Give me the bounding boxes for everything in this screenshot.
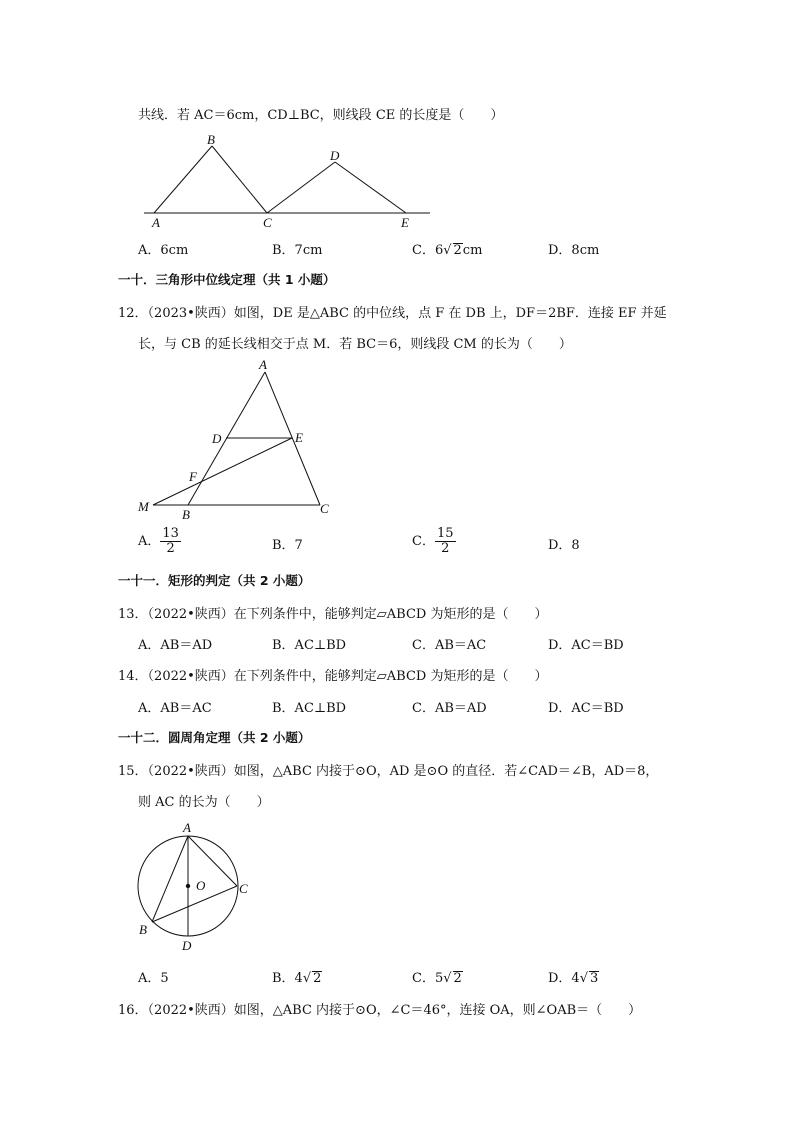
q15-option-d-radicand: 3 xyxy=(590,971,599,986)
q12-option-a-fraction xyxy=(160,527,181,556)
q14-option-b[interactable]: B．AC⊥BD xyxy=(272,701,347,716)
q15-figure xyxy=(130,818,260,958)
q11-option-c[interactable]: C．6√ 2cm xyxy=(412,243,483,258)
q11-option-d[interactable]: D．8cm xyxy=(548,243,600,258)
q12-option-a-prefix: A． xyxy=(138,534,161,549)
q11-option-c-prefix: C．6 xyxy=(412,243,444,258)
q14-stem: 14．（2022•陕西）在下列条件中，能够判定▱ABCD 为矩形的是（ ） xyxy=(118,669,548,684)
q12-figure xyxy=(130,355,340,525)
q11-option-c-radicand: 2 xyxy=(453,243,462,258)
q15-label-c: C xyxy=(239,881,248,896)
q15-option-d[interactable]: D．4√ 3 xyxy=(548,971,599,986)
section-11-title: 一十一．矩形的判定（共 2 小题） xyxy=(118,573,311,588)
q15-option-c[interactable]: C．5√ 2 xyxy=(412,971,462,986)
q11-label-a: A xyxy=(152,215,160,230)
q15-label-o: O xyxy=(196,878,206,893)
q11-figure xyxy=(140,132,440,232)
q12-option-a[interactable] xyxy=(138,527,181,556)
q11-label-d: D xyxy=(330,148,340,163)
q13-stem: 13．（2022•陕西）在下列条件中，能够判定▱ABCD 为矩形的是（ ） xyxy=(118,607,548,622)
q12-option-c-fraction xyxy=(435,527,456,556)
q13-option-a[interactable]: A．AB＝AD xyxy=(138,638,213,653)
q15-option-b[interactable]: B．4√ 2 xyxy=(272,971,322,986)
q12-label-e: E xyxy=(295,430,303,445)
q15-label-a: A xyxy=(183,820,191,835)
q11-option-a[interactable]: A．6cm xyxy=(138,243,189,258)
q14-option-c[interactable]: C．AB＝AD xyxy=(412,701,487,716)
q12-label-m: M xyxy=(138,499,149,514)
q12-option-a-numerator: 13 xyxy=(162,526,179,541)
q15-option-b-prefix: B．4 xyxy=(272,971,303,986)
q12-option-b[interactable]: B．7 xyxy=(272,538,303,553)
q11-option-c-unit: cm xyxy=(462,243,483,258)
q12-option-a-denominator: 2 xyxy=(166,541,175,556)
q13-option-c[interactable]: C．AB＝AC xyxy=(412,638,487,653)
q13-option-b[interactable]: B．AC⊥BD xyxy=(272,638,347,653)
q11-label-b: B xyxy=(207,132,215,147)
q11-label-c: C xyxy=(263,215,272,230)
q14-option-a[interactable]: A．AB＝AC xyxy=(138,701,212,716)
q15-label-b: B xyxy=(139,922,147,937)
q11-label-e: E xyxy=(401,215,409,230)
section-10-title: 一十．三角形中位线定理（共 1 小题） xyxy=(118,272,336,287)
q16-stem: 16．（2022•陕西）如图，△ABC 内接于⊙O，∠C＝46°，连接 OA，则∠OAB＝（ ） xyxy=(118,1003,642,1018)
q11-option-b[interactable]: B．7cm xyxy=(272,243,323,258)
q15-stem-line2: 则 AC 的长为（ ） xyxy=(138,795,270,810)
q12-option-c-prefix: C． xyxy=(412,534,435,549)
q15-option-c-radicand: 2 xyxy=(453,971,462,986)
section-12-title: 一十二．圆周角定理（共 2 小题） xyxy=(118,730,311,745)
q15-option-d-prefix: D．4 xyxy=(548,971,580,986)
q12-label-b: B xyxy=(182,507,190,522)
q12-stem-line2: 长，与 CB 的延长线相交于点 M．若 BC＝6，则线段 CM 的长为（ ） xyxy=(138,337,572,352)
q15-option-c-prefix: C．5 xyxy=(412,971,444,986)
q15-stem-line1: 15．（2022•陕西）如图，△ABC 内接于⊙O，AD 是⊙O 的直径．若∠CAD＝∠B，AD＝8， xyxy=(118,764,659,779)
q15-label-d: D xyxy=(182,938,192,953)
q12-option-c[interactable] xyxy=(412,527,456,556)
q12-option-d[interactable]: D．8 xyxy=(548,538,580,553)
q11-stem-tail: 共线．若 AC＝6cm，CD⊥BC，则线段 CE 的长度是（ ） xyxy=(138,108,504,123)
q15-option-a[interactable]: A．5 xyxy=(138,971,169,986)
q12-stem-line1: 12．（2023•陕西）如图，DE 是△ABC 的中位线，点 F 在 DB 上，DF＝2BF．连接 EF 并延 xyxy=(118,306,667,321)
q12-label-f: F xyxy=(189,469,197,484)
q12-label-a: A xyxy=(259,357,267,372)
q12-label-c: C xyxy=(320,501,329,516)
q12-option-c-denominator: 2 xyxy=(441,541,450,556)
q15-option-b-radicand: 2 xyxy=(313,971,322,986)
q13-option-d[interactable]: D．AC＝BD xyxy=(548,638,624,653)
q12-option-c-numerator: 15 xyxy=(436,526,454,541)
q14-option-d[interactable]: D．AC＝BD xyxy=(548,701,624,716)
q15-center-dot xyxy=(186,884,190,888)
q12-label-d: D xyxy=(212,431,222,446)
